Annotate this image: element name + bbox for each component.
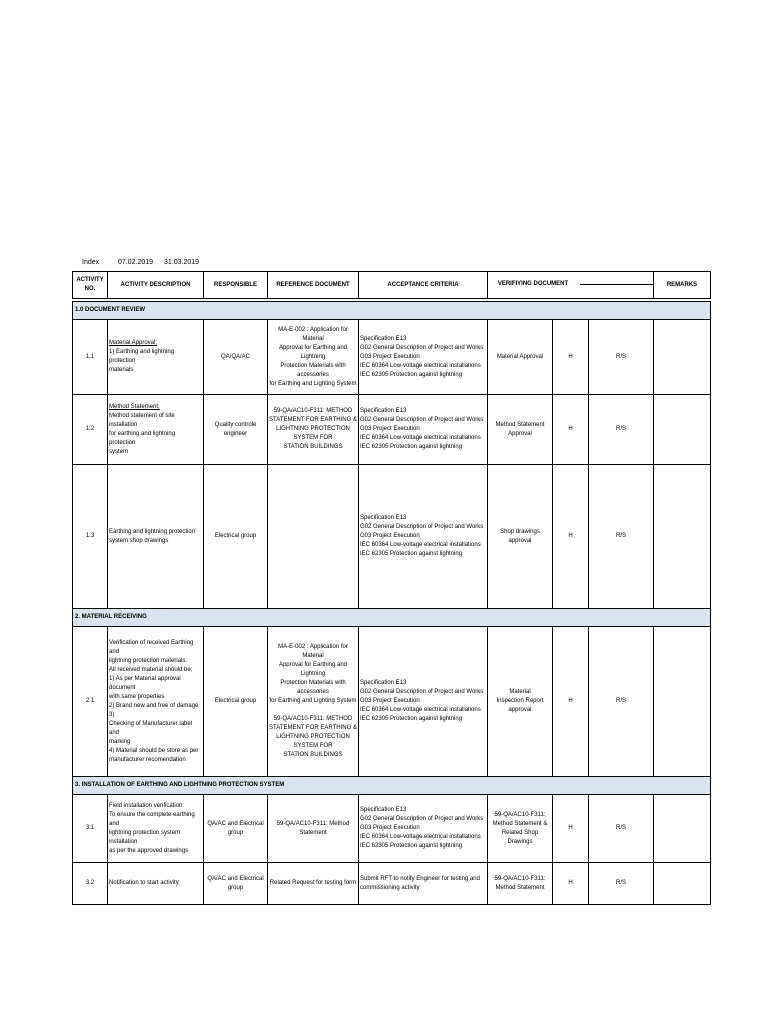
activity-no: 1.3 [73, 465, 108, 609]
remarks-cell [654, 627, 711, 777]
activity-description: Field installation verification: To ensure the complete earthing and lightning protection system installation as per the approved drawings [108, 795, 204, 863]
hold-point: H [553, 395, 589, 465]
activity-no: 2.1 [73, 627, 108, 777]
acceptance-criteria: Specification E13 G02 General Description of Project and Works G03 Project Execution IEC 60364 Low-voltage electrical installations IEC 62305 Protection against lightning [359, 627, 488, 777]
responsible: Quality controle engineer [204, 395, 268, 465]
table-row-1-3 [73, 465, 711, 609]
review-status: R/S [589, 320, 654, 395]
acceptance-criteria: Specification E13 G02 General Description of Project and Works G03 Project Execution IEC 60364 Low-voltage electrical installations IEC 62305 Protection against lightning [359, 395, 488, 465]
index-date-start: 07.02.2019 [118, 259, 154, 266]
hold-point: H [553, 465, 589, 609]
remarks-cell [654, 320, 711, 395]
hold-point: H [553, 320, 589, 395]
header-divider-line [580, 284, 653, 285]
review-status: R/S [589, 863, 654, 905]
verifying-document: 59-QA/AC10-F311: Method Statement & Related Shop Drawings [488, 795, 553, 863]
reference-document: MA-E-002 : Application for Material Approval for Earthing and Lightning Protection Materials with accessories for Earthing and Lighting System [268, 320, 359, 395]
review-status: R/S [589, 795, 654, 863]
activity-description: Notification to start activity [108, 863, 204, 905]
table-header-row [73, 272, 711, 299]
acceptance-criteria: Specification E13 G02 General Description of Project and Works G03 Project Execution IEC 60364 Low-voltage electrical installations IEC 62305 Protection against lightning [359, 795, 488, 863]
verifying-document: Shop drawings approval [488, 465, 553, 609]
table-row-2-1 [73, 627, 711, 777]
responsible: Electrical group [204, 465, 268, 609]
activity-no: 1.1 [73, 320, 108, 395]
acceptance-criteria: Specification E13 G02 General Description of Project and Works G03 Project Execution IEC 60364 Low-voltage electrical installations IEC 62305 Protection against lightning [359, 465, 488, 609]
hold-point: H [553, 627, 589, 777]
activity-no: 1.2 [73, 395, 108, 465]
remarks-cell [654, 795, 711, 863]
header-acceptance-criteria: ACCEPTANCE CRITERIA [359, 272, 488, 299]
reference-document [268, 465, 359, 609]
header-reference-document: REFERENCE DOCUMENT [268, 272, 359, 299]
header-activity-no: ACTIVITY NO. [73, 272, 108, 299]
hold-point: H [553, 863, 589, 905]
activity-description: Earthing and lightning protection system shop drawings [108, 465, 204, 609]
reference-document: MA-E-002 : Application for Material Approval for Earthing and Lightning Protection Materials with accessories for Earthing and Lighting System 59-QA/AC10-F311: METHOD STATEMENT FOR EARTHING & LIGHTNING PROTECTION SYSTEM FOR STATION BUILDINGS [268, 627, 359, 777]
review-status: R/S [589, 465, 654, 609]
section-document-review: 1.0 DOCUMENT REVIEW [73, 302, 711, 320]
activity-description: Verification of received Earthing and lightning protection materials. All received material should be; 1) As per Material approval document with same properties 2) Brand new and free of damage 3) Checking of Manufacturer label and marking 4) Material should be store as per manufacturer recomendation [108, 627, 204, 777]
review-status: R/S [589, 627, 654, 777]
hold-point: H [553, 795, 589, 863]
index-label: Index [82, 259, 100, 266]
acceptance-criteria: Specification E13 G02 General Description of Project and Works G03 Project Execution IEC 60364 Low-voltage electrical installations IEC 62305 Protection against lightning [359, 320, 488, 395]
activity-description: Method Statement; Method statement of site installation for earthing and lightning protection system [108, 395, 204, 465]
table-row-1-1 [73, 320, 711, 395]
remarks-cell [654, 395, 711, 465]
table-row-1-2 [73, 395, 711, 465]
index-row [82, 259, 199, 266]
verifying-document: Material Inspection Report approval [488, 627, 553, 777]
header-activity-description: ACTIVITY DESCRIPTION [108, 272, 204, 299]
table-row-3-1 [73, 795, 711, 863]
header-remarks: REMARKS [654, 272, 711, 299]
responsible: Electrical group [204, 627, 268, 777]
verifying-document: 59-QA/AC10-F311: Method Statement [488, 863, 553, 905]
activity-no: 3.2 [73, 863, 108, 905]
acceptance-criteria: Submit RFT to notify Engineer for testing and commissioning activity [359, 863, 488, 905]
header-responsible: RESPONSIBLE [204, 272, 268, 299]
reference-document: 59-QA/AC10-F311: METHOD STATEMENT FOR EARTHING & LIGHTNING PROTECTION SYSTEM FOR STATION BUILDINGS [268, 395, 359, 465]
activity-no: 3.1 [73, 795, 108, 863]
header-verifying-document: VERIFIYING DOCUMENT [497, 281, 569, 287]
responsible: QA/QA/AC [204, 320, 268, 395]
activity-description: Material Approval; 1) Earthing and lightning protection materials [108, 320, 204, 395]
index-date-end: 31.03.2019 [164, 259, 200, 266]
review-status: R/S [589, 395, 654, 465]
reference-document: Related Request for testing form [268, 863, 359, 905]
responsible: QA/AC and Electrical group [204, 863, 268, 905]
header-verifying-document-group [488, 272, 654, 299]
reference-document: 59-QA/AC10-F311: Method Statement [268, 795, 359, 863]
remarks-cell [654, 465, 711, 609]
responsible: QA/AC and Electrical group [204, 795, 268, 863]
verifying-document: Method Statement Approval [488, 395, 553, 465]
inspection-test-plan-table [72, 271, 711, 905]
verifying-document: Material Approval [488, 320, 553, 395]
table-row-3-2 [73, 863, 711, 905]
section-material-receiving: 2. MATERIAL RECEIVING [73, 609, 711, 627]
section-installation: 3. INSTALLATION OF EARTHING AND LIGHTNING PROTECTION SYSTEM [73, 777, 711, 795]
remarks-cell [654, 863, 711, 905]
